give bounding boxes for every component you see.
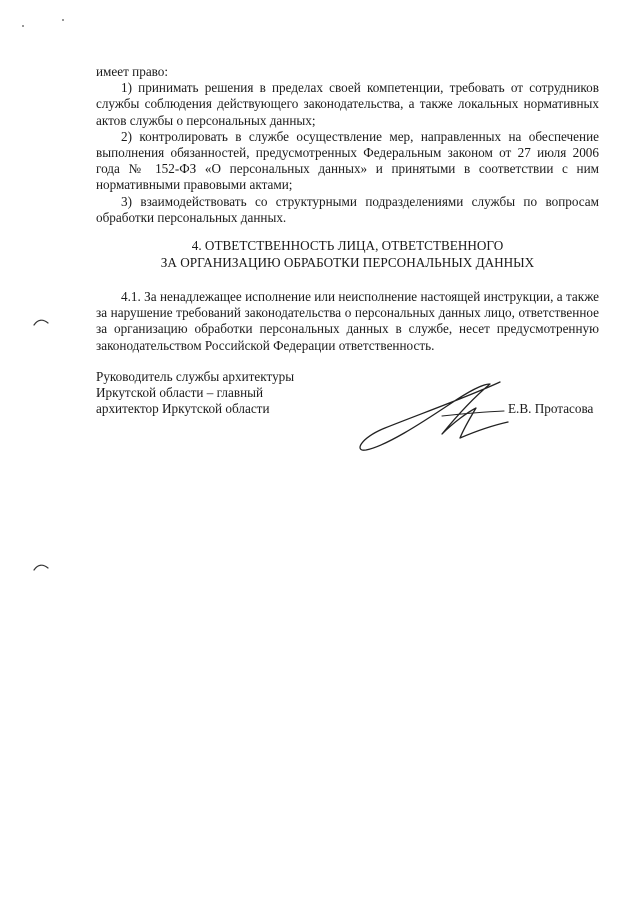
list-item-1: 1) принимать решения в пределах своей компетенции, требовать от сотрудников службы соблюдения действующего законодательства, а также локальных нормативных актов службы о персональных данных; xyxy=(96,80,599,128)
section-heading-line-1: 4. ОТВЕТСТВЕННОСТЬ ЛИЦА, ОТВЕТСТВЕННОГО xyxy=(191,238,504,253)
signer-title xyxy=(96,369,294,418)
signature-icon xyxy=(350,376,510,456)
punch-hole-mark-icon xyxy=(33,563,49,571)
scan-speck xyxy=(22,25,24,27)
signer-title-line-3: архитектор Иркутской области xyxy=(96,401,270,417)
rights-list xyxy=(96,64,599,226)
section-heading xyxy=(96,238,599,271)
signer-name: Е.В. Протасова xyxy=(508,401,594,416)
list-item-2: 2) контролировать в службе осуществление мер, направленных на обеспечение выполнения обязанностей, предусмотренных Федеральным законом от 27 июля 2006 года № 152-ФЗ «О персональных данных» и принятыми в соответствии с ним нормативными правовыми актами; xyxy=(96,128,599,193)
signer-title-line-2: Иркутской области – главный xyxy=(96,385,264,401)
scan-speck xyxy=(62,19,64,21)
intro-line: имеет право: xyxy=(96,64,169,79)
clause-4-1-block xyxy=(96,289,599,354)
signer-title-line-1: Руководитель службы архитектуры xyxy=(96,369,295,384)
list-item-3: 3) взаимодействовать со структурными подразделениями службы по вопросам обработки персональных данных. xyxy=(96,193,599,225)
punch-hole-mark-icon xyxy=(33,318,49,326)
clause-4-1: 4.1. За ненадлежащее исполнение или неисполнение настоящей инструкции, а также за нарушение требований законодательства о персональных данных лицо, ответственное за организацию обработки персональных данных в службе, несет предусмотренную законодательством Российской Федерации ответственность. xyxy=(96,289,599,353)
section-heading-line-2: ЗА ОРГАНИЗАЦИЮ ОБРАБОТКИ ПЕРСОНАЛЬНЫХ ДАННЫХ xyxy=(160,254,535,270)
